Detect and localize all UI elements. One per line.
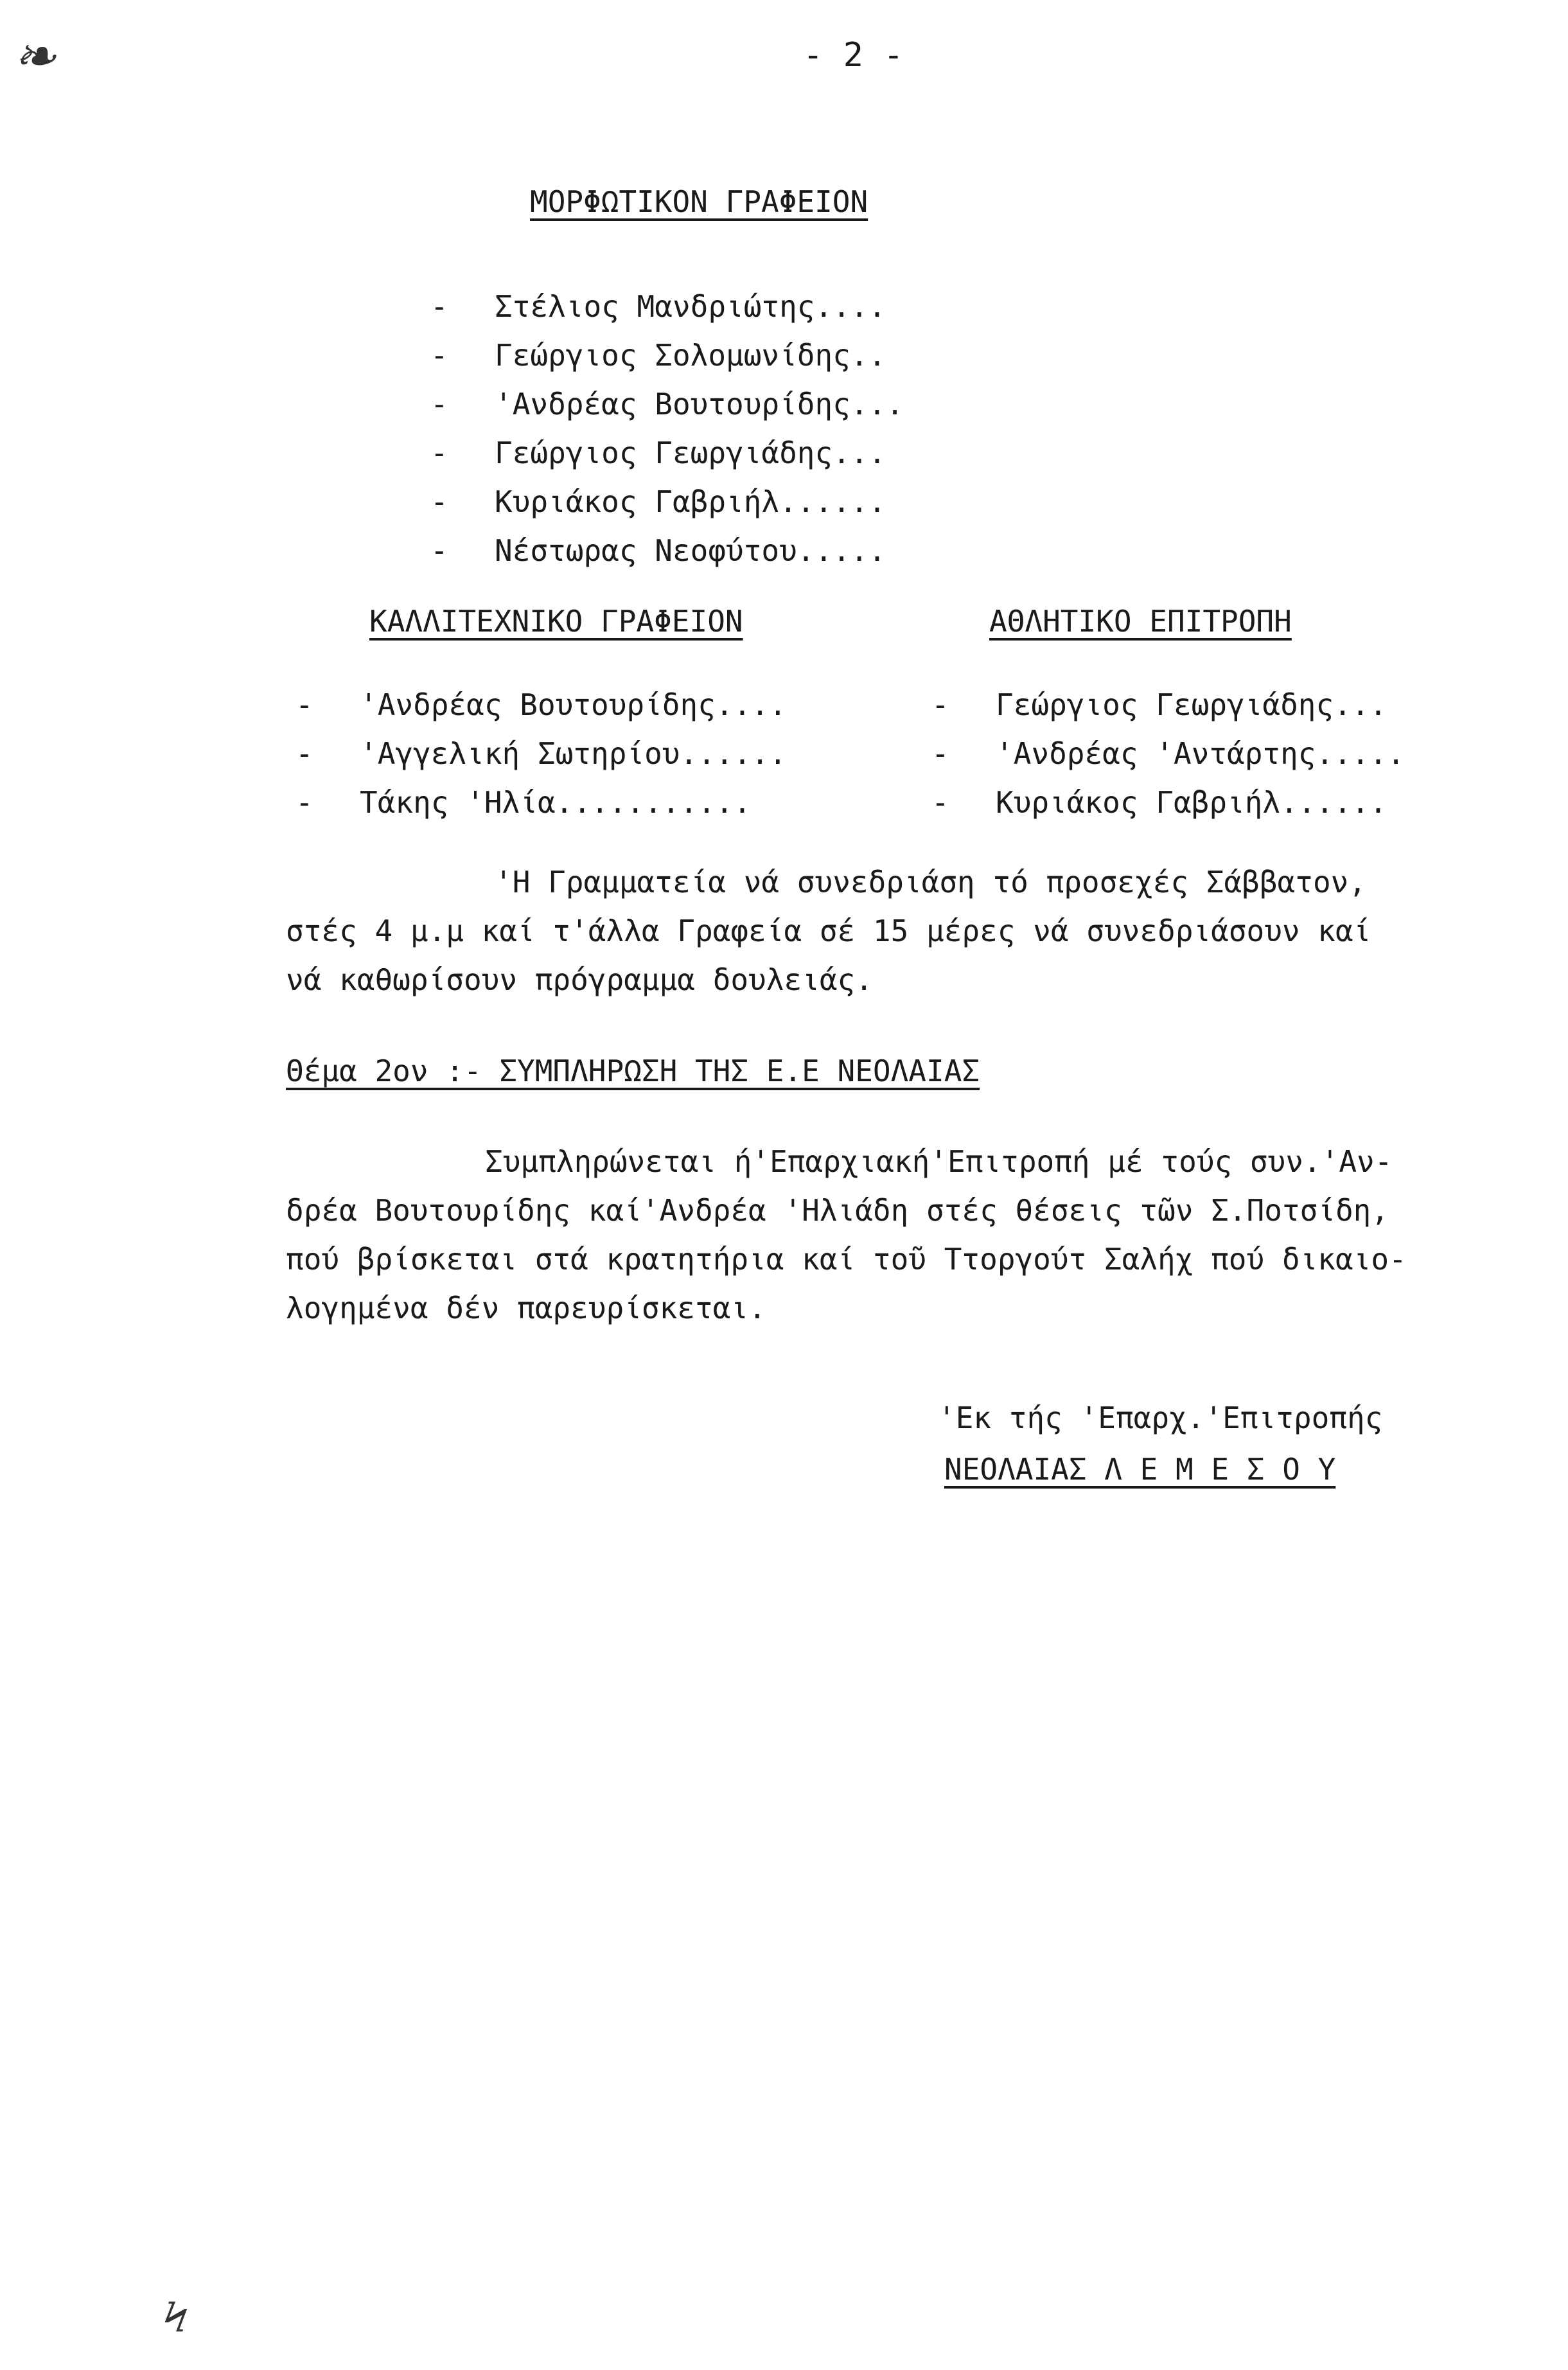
paragraph-line: δρέα Βουτουρίδης καί'Ανδρέα 'Ηλιάδη στές θέσεις τῶν Σ.Ποτσίδη, bbox=[286, 1193, 1389, 1228]
topic-paragraph bbox=[286, 1137, 1407, 1332]
member-name: Γεώργιος Σολομωνίδης.. bbox=[495, 338, 886, 373]
paragraph-line: πού βρίσκεται στά κρατητήρια καί τοῦ Ττοργούτ Σαλήχ πού δικαιο- bbox=[286, 1242, 1407, 1277]
member-name: 'Ανδρέας Βουτουρίδης.... bbox=[360, 687, 787, 723]
page-number: - 2 - bbox=[803, 36, 904, 75]
dash: - bbox=[931, 736, 949, 772]
list-item bbox=[430, 380, 904, 429]
list-item bbox=[931, 779, 1405, 827]
paragraph-line: λογημένα δέν παρευρίσκεται. bbox=[286, 1291, 766, 1325]
member-name: 'Ανδρέας Βουτουρίδης... bbox=[495, 387, 904, 422]
dash: - bbox=[430, 289, 448, 324]
member-name: Τάκης 'Ηλία........... bbox=[360, 785, 752, 820]
athletic-members-list bbox=[931, 681, 1405, 827]
list-item bbox=[295, 730, 787, 779]
signature-line-1: 'Εκ τής 'Επαρχ.'Επιτροπής bbox=[938, 1401, 1383, 1435]
list-item bbox=[430, 332, 904, 380]
dash: - bbox=[295, 785, 313, 820]
paragraph-line: Συμπληρώνεται ή'Επαρχιακή'Επιτροπή μέ τούς συν.'Αν- bbox=[485, 1144, 1393, 1179]
secretariat-paragraph bbox=[286, 858, 1371, 1004]
member-name: Στέλιος Μανδριώτης.... bbox=[495, 289, 886, 324]
list-item bbox=[430, 527, 904, 576]
member-name: Κυριάκος Γαβριήλ...... bbox=[495, 484, 886, 520]
dash: - bbox=[931, 687, 949, 723]
paragraph-line: στές 4 μ.μ καί τ'άλλα Γραφεία σέ 15 μέρες νά συνεδριάσουν καί bbox=[286, 914, 1371, 948]
signature-line-2: ΝΕΟΛΑΙΑΣ Λ Ε Μ Ε Σ Ο Υ bbox=[944, 1452, 1336, 1487]
dash: - bbox=[931, 785, 949, 820]
arts-members-list bbox=[295, 681, 787, 827]
list-item bbox=[430, 429, 904, 478]
dash: - bbox=[430, 436, 448, 471]
member-name: Γεώργιος Γεωργιάδης... bbox=[495, 436, 886, 471]
dash: - bbox=[295, 687, 313, 723]
dash: - bbox=[430, 533, 448, 569]
educational-office-title: ΜΟΡΦΩΤΙΚΟΝ ΓΡΑΦΕΙΟΝ bbox=[530, 184, 868, 219]
member-name: Γεώργιος Γεωργιάδης... bbox=[996, 687, 1387, 723]
arts-office-title: ΚΑΛΛΙΤΕΧΝΙΚΟ ΓΡΑΦΕΙΟΝ bbox=[369, 604, 743, 639]
list-item bbox=[295, 681, 787, 730]
dash: - bbox=[295, 736, 313, 772]
list-item bbox=[931, 681, 1405, 730]
paragraph-line: 'Η Γραμματεία νά συνεδριάση τό προσεχές Σάββατον, bbox=[495, 865, 1367, 899]
list-item bbox=[295, 779, 787, 827]
member-name: 'Αγγελική Σωτηρίου...... bbox=[360, 736, 787, 772]
handwritten-mark-icon: ❧ bbox=[13, 26, 57, 86]
member-name: Κυριάκος Γαβριήλ...... bbox=[996, 785, 1387, 820]
educational-members-list bbox=[430, 283, 904, 576]
member-name: 'Ανδρέας 'Αντάρτης..... bbox=[996, 736, 1405, 772]
dash: - bbox=[430, 387, 448, 422]
athletic-committee-title: ΑΘΛΗΤΙΚΟ ΕΠΙΤΡΟΠΗ bbox=[989, 604, 1292, 639]
list-item bbox=[430, 283, 904, 332]
member-name: Νέστωρας Νεοφύτου..... bbox=[495, 533, 886, 569]
list-item bbox=[931, 730, 1405, 779]
topic-heading: Θέμα 2ον :- ΣΥΜΠΛΗΡΩΣΗ ΤΗΣ Ε.Ε ΝΕΟΛΑΙΑΣ bbox=[286, 1054, 980, 1088]
dash: - bbox=[430, 484, 448, 520]
paragraph-line: νά καθωρίσουν πρόγραμμα δουλειάς. bbox=[286, 962, 873, 997]
handwritten-mark: Ϟ bbox=[164, 2294, 188, 2342]
list-item bbox=[430, 478, 904, 527]
dash: - bbox=[430, 338, 448, 373]
